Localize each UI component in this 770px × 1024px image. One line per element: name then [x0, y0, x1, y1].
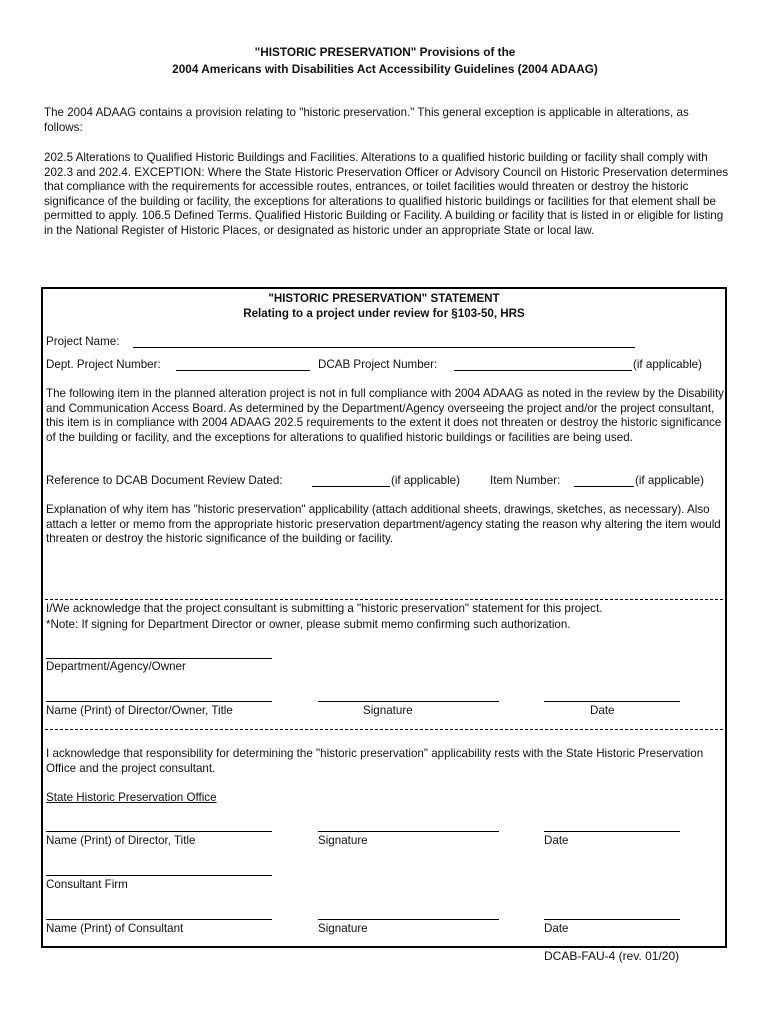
item-number-label: Item Number: — [490, 474, 561, 487]
signing-note: *Note: If signing for Department Director or owner, please submit memo confirming such authorization. — [46, 618, 571, 631]
director-name-field[interactable] — [46, 831, 272, 832]
dept-project-number-label: Dept. Project Number: — [46, 358, 161, 371]
intro-paragraph: The 2004 ADAAG contains a provision relating to "historic preservation." This general exception is applicable in alterations, as follows: — [44, 106, 689, 134]
explanation-paragraph: Explanation of why item has "historic preservation" applicability (attach additional sheets, drawings, sketches, as necessary). Also attach a letter or memo from the appropriate historic preservation department/agency stating the reason why altering the item would threaten or destroy the historic significance of the building or facility. — [46, 503, 721, 546]
consultant-name-label: Name (Print) of Consultant — [46, 922, 184, 935]
responsibility-acknowledgement: I acknowledge that responsibility for determining the "historic preservation" applicability rests with the State Historic Preservation Office and the project consultant. — [46, 747, 704, 775]
consultant-firm-label: Consultant Firm — [46, 878, 128, 891]
form-identifier: DCAB-FAU-4 (rev. 01/20) — [544, 949, 680, 963]
dcab-project-number-label: DCAB Project Number: — [318, 358, 438, 371]
consultant-date-label: Date — [544, 922, 569, 935]
consultant-signature-label: Signature — [318, 922, 368, 935]
consultant-name-field[interactable] — [46, 919, 272, 920]
dcab-review-date-field[interactable] — [312, 486, 390, 487]
consultant-date-field[interactable] — [544, 919, 680, 920]
project-name-label: Project Name: — [46, 335, 120, 348]
dcab-project-number-field[interactable] — [454, 370, 632, 371]
document-title-line2: 2004 Americans with Disabilities Act Accessibility Guidelines (2004 ADAAG) — [172, 62, 598, 76]
director-owner-name-field[interactable] — [46, 701, 272, 702]
director-owner-signature-field[interactable] — [318, 701, 499, 702]
acknowledgement-divider — [45, 729, 723, 730]
shpo-label: State Historic Preservation Office — [46, 791, 217, 804]
director-name-label: Name (Print) of Director, Title — [46, 834, 196, 847]
director-date-field[interactable] — [544, 831, 680, 832]
document-title-line1: "HISTORIC PRESERVATION" Provisions of the — [254, 45, 516, 59]
if-applicable-note: (if applicable) — [633, 358, 702, 371]
consultant-acknowledgement: I/We acknowledge that the project consultant is submitting a "historic preservation" statement for this project. — [46, 602, 603, 615]
dept-agency-owner-field[interactable] — [46, 658, 272, 659]
dcab-review-date-label: Reference to DCAB Document Review Dated: — [46, 474, 283, 487]
explanation-divider — [45, 599, 723, 600]
statement-subtitle: Relating to a project under review for §103-50, HRS — [243, 307, 525, 320]
dept-agency-owner-label: Department/Agency/Owner — [46, 660, 186, 673]
item-number-if-applicable: (if applicable) — [635, 474, 704, 487]
item-number-field[interactable] — [574, 486, 634, 487]
compliance-paragraph: The following item in the planned alteration project is not in full compliance with 2004 ADAAG as noted in the review by the Disability and Communication Access Board. As determined by the Department/Agency overseeing the project and/or the project consultant, this item is in compliance with 2004 ADAAG 202.5 requirements to the extent it does not threaten or destroy the historic significance of the building or facility, and the exceptions for alterations to qualified historic buildings or facilities are being used. — [46, 387, 724, 444]
consultant-firm-field[interactable] — [46, 875, 272, 876]
director-owner-signature-label: Signature — [363, 704, 413, 717]
dept-project-number-field[interactable] — [176, 370, 310, 371]
director-signature-label: Signature — [318, 834, 368, 847]
review-date-if-applicable: (if applicable) — [391, 474, 460, 487]
historic-preservation-statement-form — [41, 287, 727, 948]
director-owner-name-label: Name (Print) of Director/Owner, Title — [46, 704, 233, 717]
director-date-label: Date — [544, 834, 569, 847]
statement-title: "HISTORIC PRESERVATION" STATEMENT — [268, 292, 500, 305]
director-owner-date-field[interactable] — [544, 701, 680, 702]
project-name-field[interactable] — [133, 347, 635, 348]
consultant-signature-field[interactable] — [318, 919, 499, 920]
director-signature-field[interactable] — [318, 831, 499, 832]
section-202-5-paragraph: 202.5 Alterations to Qualified Historic Buildings and Facilities. Alterations to a qualified historic building or facility shall comply with 202.3 and 202.4. EXCEPTION: Where the State Historic Preservation Officer or Advisory Council on Historic Preservation determines that compliance with the requirements for accessible routes, entrances, or toilet facilities would threaten or destroy the historic significance of the building or facility, the exceptions for alterations to qualified historic buildings or facilities for that element shall be permitted to apply. 106.5 Defined Terms. Qualified Historic Building or Facility. A building or facility that is listed in or eligible for listing in the National Register of Historic Places, or designated as historic under an appropriate State or local law. — [44, 151, 729, 237]
director-owner-date-label: Date — [590, 704, 615, 717]
